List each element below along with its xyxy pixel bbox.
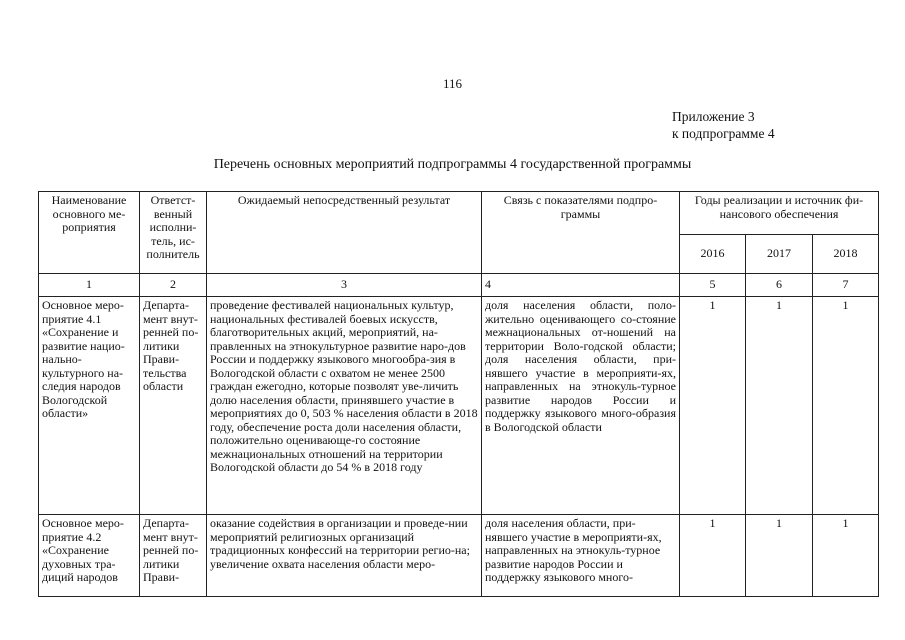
number-cell: 1 bbox=[39, 274, 140, 297]
number-cell: 4 bbox=[482, 274, 680, 297]
activity-year-2017: 1 bbox=[746, 515, 813, 597]
activity-link: доля населения области, поло-жительно оценивающего со-стояние межнациональных от-ношений на территории Воло-годской области; доля населения области, при-нявшего участие в мероприяти-ях, направленных на этнокуль-турное развитие народов России и поддержку языкового много-образия в Вологодской области bbox=[482, 297, 680, 515]
header-year-2017: 2017 bbox=[746, 235, 813, 274]
header-row bbox=[39, 192, 879, 235]
appendix-caption bbox=[672, 108, 775, 142]
activity-result: проведение фестивалей национальных культур, национальных фестивалей боевых искусств, благотворительных акций, мероприятий, на-правленных на этнокультурное развитие наро-дов России и поддержку языкового многообра-зия в Вологодской области с охватом не менее 2500 граждан ежегодно, которые позволят уве-личить долю населения области, принявшего участие в мероприятиях до 0, 503 % населения области в 2018 году, обеспечение роста доли населения области, положительно оценивающе-го состояние межнациональных отношений на территории Вологодской области до 54 % в 2018 году bbox=[207, 297, 482, 515]
number-cell: 6 bbox=[746, 274, 813, 297]
appendix-line-1: Приложение 3 bbox=[672, 109, 755, 124]
header-year-2018: 2018 bbox=[813, 235, 879, 274]
header-years-group: Годы реализации и источник фи-нансового обеспечения bbox=[680, 192, 879, 235]
number-cell: 5 bbox=[680, 274, 746, 297]
activity-year-2016: 1 bbox=[680, 515, 746, 597]
activity-year-2017: 1 bbox=[746, 297, 813, 515]
number-cell: 2 bbox=[140, 274, 207, 297]
header-result: Ожидаемый непосредственный результат bbox=[207, 192, 482, 274]
activity-year-2018: 1 bbox=[813, 297, 879, 515]
activity-year-2016: 1 bbox=[680, 297, 746, 515]
header-name: Наименование основного ме-роприятия bbox=[39, 192, 140, 274]
header-year-2016: 2016 bbox=[680, 235, 746, 274]
activity-name: Основное меро-приятие 4.1 «Сохранение и развитие нацио-нально-культурного на-следия народов Вологодской области» bbox=[39, 297, 140, 515]
activities-table bbox=[38, 191, 879, 597]
activity-executor: Департа-мент внут-ренней по-литики Прави-тельства области bbox=[140, 297, 207, 515]
table-row bbox=[39, 297, 879, 515]
number-cell: 7 bbox=[813, 274, 879, 297]
page-number: 116 bbox=[442, 76, 463, 91]
appendix-line-2: к подпрограмме 4 bbox=[672, 126, 775, 141]
numbering-row bbox=[39, 274, 879, 297]
activity-year-2018: 1 bbox=[813, 515, 879, 597]
activity-executor: Департа-мент внут-ренней по-литики Прави- bbox=[140, 515, 207, 597]
table-row bbox=[39, 515, 879, 597]
document-title: Перечень основных мероприятий подпрограммы 4 государственной программы bbox=[213, 157, 692, 172]
header-link: Связь с показателями подпро-граммы bbox=[482, 192, 680, 274]
activity-name: Основное меро-приятие 4.2 «Сохранение духовных тра-диций народов bbox=[39, 515, 140, 597]
number-cell: 3 bbox=[207, 274, 482, 297]
header-executor: Ответст-венный исполни-тель, ис-полнитель bbox=[140, 192, 207, 274]
activity-link: доля населения области, при-нявшего участие в мероприяти-ях, направленных на этнокуль-турное развитие народов России и поддержку языкового много- bbox=[482, 515, 680, 597]
activity-result: оказание содействия в организации и проведе-нии мероприятий религиозных организаций традиционных конфессий на территории регио-на; увеличение охвата населения области меро- bbox=[207, 515, 482, 597]
